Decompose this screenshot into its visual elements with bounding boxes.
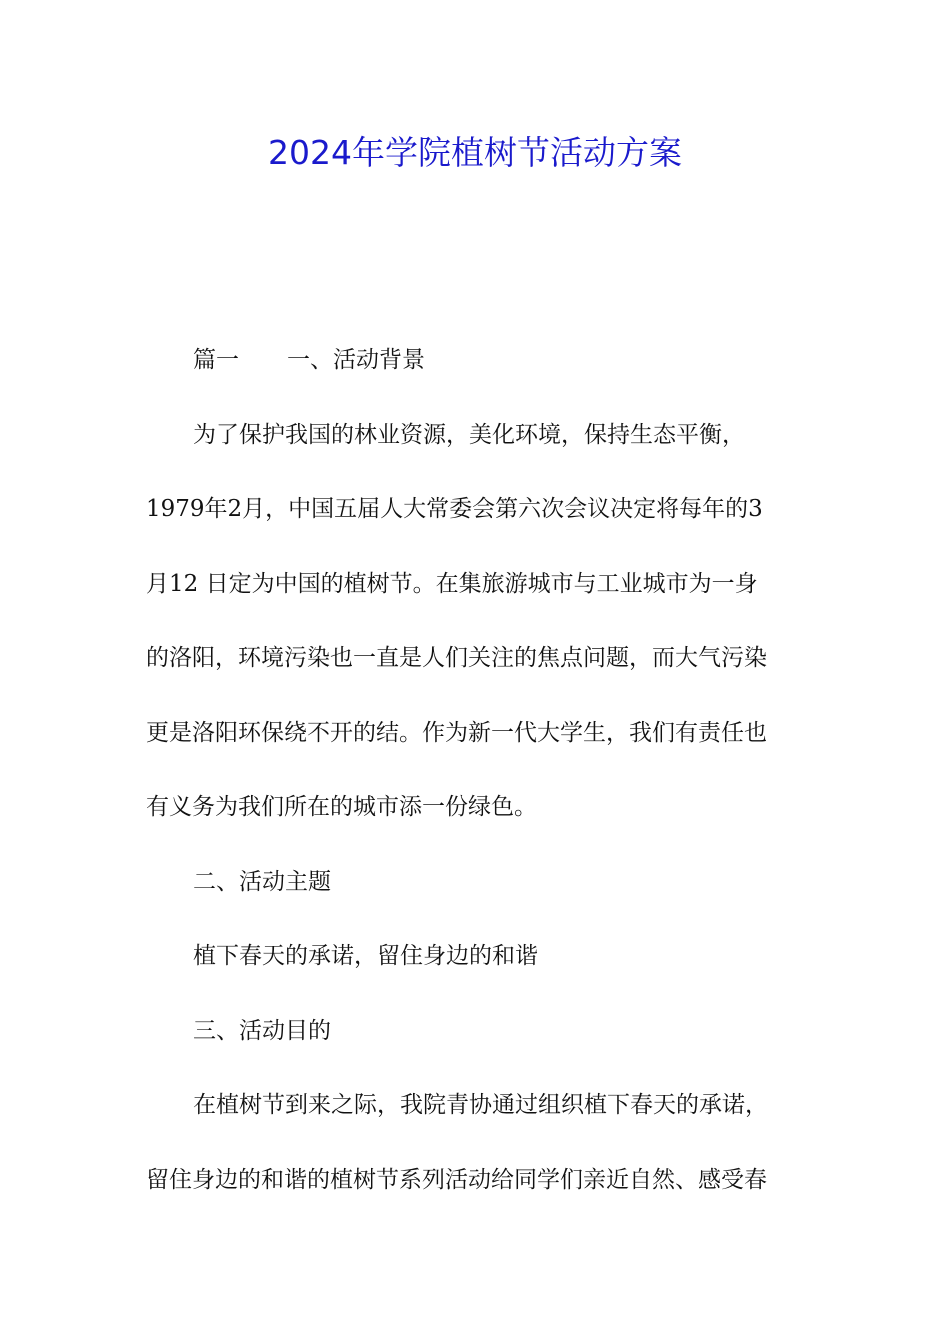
part-label: 篇一 [193,347,239,373]
section-heading-text: 一、活动背景 [287,347,425,373]
section-heading-theme: 二、活动主题 [193,868,331,895]
paragraph-line: 1979年2月，中国五届人大常委会第六次会议决定将每年的3 [146,496,763,522]
paragraph-line: 更是洛阳环保绕不开的结。作为新一代大学生，我们有责任也 [146,719,767,746]
paragraph-line: 在植树节到来之际，我院青协通过组织植下春天的承诺， [193,1092,768,1118]
document-title: 2024年学院植树节活动方案 [268,133,682,172]
section-heading-background [146,336,810,411]
document-body [146,336,810,1230]
paragraph-line: 的洛阳，环境污染也一直是人们关注的焦点问题，而大气污染 [146,645,767,671]
paragraph-line: 月12 日定为中国的植树节。在集旅游城市与工业城市为一身 [146,570,758,597]
theme-text: 植下春天的承诺，留住身边的和谐 [193,943,538,969]
paragraph-line: 留住身边的和谐的植树节系列活动给同学们亲近自然、感受春 [146,1166,767,1193]
paragraph-line: 为了保护我国的林业资源，美化环境，保持生态平衡， [193,421,745,448]
paragraph-line: 有义务为我们所在的城市添一份绿色。 [146,794,537,820]
section-heading-purpose: 三、活动目的 [193,1017,331,1044]
